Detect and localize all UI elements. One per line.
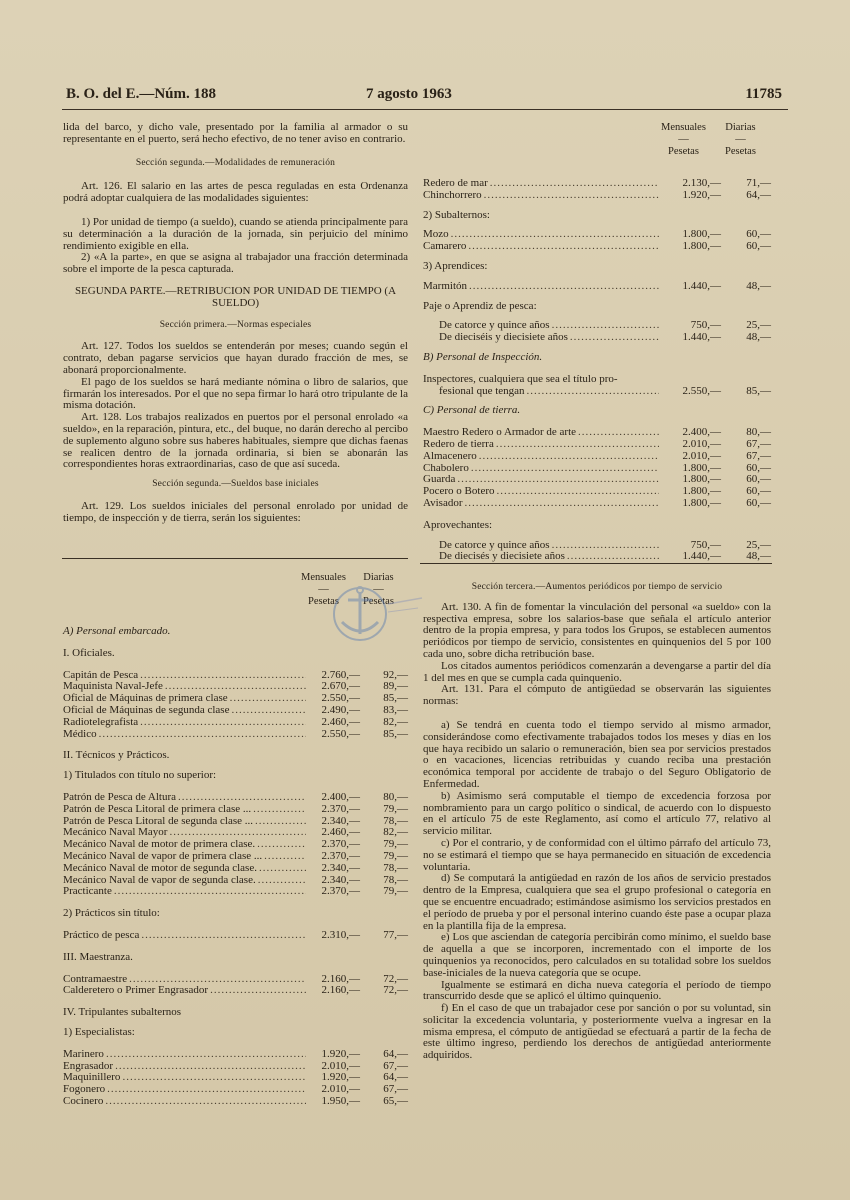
right-salary-table bbox=[423, 122, 771, 563]
position-name: De dieciséis y diecisiete años bbox=[439, 331, 568, 344]
monthly-salary: 2.460,— bbox=[321, 826, 360, 839]
paragraph: Art. 131. Para el cómputo de antigüedad se observarán las siguientes normas: bbox=[423, 683, 771, 708]
subgroup-heading: Paje o Aprendiz de pesca: bbox=[423, 299, 537, 312]
header-rule bbox=[62, 109, 788, 110]
monthly-salary: 2.010,— bbox=[682, 449, 721, 462]
salary-row bbox=[63, 804, 408, 816]
position-name: De catorce y quince años bbox=[439, 538, 550, 551]
position-name: Maquinista Naval-Jefe bbox=[63, 680, 163, 693]
daily-salary: 79,— bbox=[383, 885, 408, 898]
paragraph: Art. 129. Los sueldos iniciales del personal enrolado por unidad de tiempo, de inspección y de tierra, serán los siguientes: bbox=[63, 499, 408, 524]
paragraph: a) Se tendrá en cuenta todo el tiempo servido al mismo armador, considerándose como efectivamente trabajados todos los meses y días en los que haya recibido un salario o remuneración, bien sea por servicios prestados o en vacaciones, licencias retribuidas y cuando reciba una prestación económica temporal por accidente de trabajo o del Seguro Obligatorio de Enfermedad. bbox=[423, 718, 771, 790]
position-name: Contramaestre bbox=[63, 972, 128, 985]
section-title: Sección segunda.—Modalidades de remuneración bbox=[135, 157, 336, 168]
paragraph: 2) «A la parte», en que se asigna al trabajador una fracción determinada sobre el importe de la pesca capturada. bbox=[63, 251, 408, 276]
monthly-salary: 2.370,— bbox=[321, 838, 360, 851]
leader-dots bbox=[496, 439, 659, 451]
leader-dots bbox=[107, 1084, 306, 1096]
salary-row bbox=[63, 705, 408, 717]
monthly-salary: 2.460,— bbox=[321, 715, 360, 728]
position-name: Mecánico Naval de vapor de segunda clase. bbox=[63, 873, 256, 886]
col-diarias: Diarias — Pesetas bbox=[363, 572, 394, 607]
subgroup-heading: II. Técnicos y Prácticos. bbox=[63, 749, 170, 762]
salary-row bbox=[423, 451, 771, 463]
position-name: Patrón de Pesca Litoral de segunda clase ... bbox=[63, 814, 253, 827]
table-column-header bbox=[423, 122, 771, 162]
paragraph: Art. 128. Los trabajos realizados en puertos por el personal enrolado «a sueldo», en la reparación, pintura, etc., del buque, no darán derecho al percibo de suplemento alguno sobre sus haberes habituales, siempre que dichas faenas se realicen dentro de la jornada ordinaria, si bien se abonarán las correspondientes horas extraordinarias, caso de que así suceda. bbox=[63, 411, 408, 471]
daily-salary: 67,— bbox=[746, 437, 771, 450]
monthly-salary: 2.010,— bbox=[682, 437, 721, 450]
especialistas-list bbox=[63, 1049, 408, 1108]
subalternos-list bbox=[423, 229, 771, 253]
daily-salary: 80,— bbox=[746, 426, 771, 439]
position-name: De catorce y quince años bbox=[439, 319, 550, 332]
subgroup-heading: 1) Titulados con título no superior: bbox=[63, 769, 217, 782]
daily-salary: 85,— bbox=[383, 727, 408, 740]
subgroup-heading: I. Oficiales. bbox=[63, 646, 115, 659]
monthly-salary: 2.340,— bbox=[321, 814, 360, 827]
position-name: Mecánico Naval de motor de primera clase. bbox=[63, 838, 256, 851]
leader-dots bbox=[258, 875, 306, 887]
daily-salary: 60,— bbox=[746, 485, 771, 498]
monthly-salary: 2.400,— bbox=[682, 426, 721, 439]
leader-dots bbox=[578, 427, 659, 439]
salary-row bbox=[63, 930, 408, 942]
monthly-salary: 750,— bbox=[690, 319, 721, 332]
subgroup-heading: 2) Prácticos sin título: bbox=[63, 907, 160, 920]
daily-salary: 67,— bbox=[383, 1083, 408, 1096]
group-heading: B) Personal de Inspección. bbox=[423, 350, 543, 363]
page-number: 11785 bbox=[745, 86, 782, 102]
daily-salary: 79,— bbox=[383, 849, 408, 862]
daily-salary: 48,— bbox=[746, 331, 771, 344]
titulados-list bbox=[63, 792, 408, 898]
left-top-text bbox=[63, 122, 408, 525]
daily-salary: 80,— bbox=[383, 790, 408, 803]
col-diarias: Diarias — Pesetas bbox=[725, 122, 756, 157]
leader-dots bbox=[253, 804, 306, 816]
monthly-salary: 1.440,— bbox=[682, 550, 721, 563]
section-title: Sección primera.—Normas especiales bbox=[159, 319, 312, 330]
daily-salary: 78,— bbox=[383, 814, 408, 827]
daily-salary: 79,— bbox=[383, 802, 408, 815]
subgroup-heading: 2) Subalternos: bbox=[423, 208, 490, 221]
group-heading: C) Personal de tierra. bbox=[423, 404, 521, 417]
paragraph: Art. 130. A fin de fomentar la vinculación del personal «a sueldo» con la respectiva empresa, sobre los salarios-base que señala el artículo anterior dentro de la propia empresa, y para todos los Grupos, se establecen aumentos periódicos por tiempo de servicio, consistentes en quinquenios del 5 por 100 cada uno, sobre dicha retribución base. bbox=[423, 600, 771, 660]
paragraph: b) Asimismo será computable el tiempo de excedencia forzosa por nombramiento para un cargo político o sindical, de acuerdo con lo dispuesto en el artículo 75 de este Reglamento, así como el artículo 77, relativo al servicio militar. bbox=[423, 789, 771, 838]
paragraph: Art. 127. Todos los sueldos se entenderán por meses; cuando según el contrato, deban pagarse servicios que hayan durado fracción de mes, se abonará proporcionalmente. bbox=[63, 340, 408, 376]
leader-dots bbox=[105, 1096, 306, 1108]
leader-dots bbox=[451, 229, 659, 241]
publication-date: 7 agosto 1963 bbox=[366, 86, 452, 102]
inspectores-line: Inspectores, cualquiera que sea el título pro- bbox=[423, 372, 618, 385]
monthly-salary: 1.800,— bbox=[682, 485, 721, 498]
practicos-list bbox=[63, 930, 408, 942]
daily-salary: 79,— bbox=[383, 838, 408, 851]
right-bottom-text bbox=[423, 582, 771, 1062]
journal-issue: B. O. del E.—Núm. 188 bbox=[66, 86, 217, 102]
daily-salary: 60,— bbox=[746, 473, 771, 486]
divider bbox=[420, 563, 772, 564]
position-name: Camarero bbox=[423, 240, 467, 253]
leader-dots bbox=[210, 985, 306, 997]
position-name: Cocinero bbox=[63, 1094, 104, 1107]
monthly-salary: 2.160,— bbox=[321, 984, 360, 997]
monthly-salary: 2.310,— bbox=[321, 928, 360, 941]
position-name: Médico bbox=[63, 727, 97, 740]
subgroup-heading: III. Maestranza. bbox=[63, 950, 133, 963]
monthly-salary: 1.800,— bbox=[682, 228, 721, 241]
daily-salary: 60,— bbox=[746, 228, 771, 241]
section-title: Sección tercera.—Aumentos periódicos por tiempo de servicio bbox=[471, 582, 723, 592]
daily-salary: 48,— bbox=[746, 279, 771, 292]
monthly-salary: 2.400,— bbox=[321, 790, 360, 803]
daily-salary: 89,— bbox=[383, 680, 408, 693]
page-header bbox=[66, 86, 782, 108]
position-name: Fogonero bbox=[63, 1083, 106, 1096]
daily-salary: 25,— bbox=[746, 538, 771, 551]
monthly-salary: 1.800,— bbox=[682, 240, 721, 253]
daily-salary: 78,— bbox=[383, 861, 408, 874]
daily-salary: 67,— bbox=[746, 449, 771, 462]
monthly-salary: 2.760,— bbox=[321, 668, 360, 681]
salary-row bbox=[63, 863, 408, 875]
daily-salary: 64,— bbox=[746, 188, 771, 201]
salary-row bbox=[423, 439, 771, 451]
salary-row bbox=[439, 332, 771, 344]
position-name: Chabolero bbox=[423, 461, 469, 474]
monthly-salary: 2.370,— bbox=[321, 885, 360, 898]
leader-dots bbox=[469, 281, 659, 293]
position-name: Mecánico Naval Mayor bbox=[63, 826, 168, 839]
daily-salary: 71,— bbox=[746, 177, 771, 189]
maestranza-list bbox=[63, 974, 408, 998]
position-name: Almacenero bbox=[423, 449, 477, 462]
salary-row bbox=[63, 851, 408, 863]
oficiales-list bbox=[63, 670, 408, 741]
daily-salary: 60,— bbox=[746, 240, 771, 253]
leader-dots bbox=[259, 863, 306, 875]
monthly-salary: 2.550,— bbox=[321, 727, 360, 740]
daily-salary: 60,— bbox=[746, 461, 771, 474]
leader-dots bbox=[178, 792, 306, 804]
daily-salary: 77,— bbox=[383, 928, 408, 941]
position-name: Redero de tierra bbox=[423, 437, 494, 450]
monthly-salary: 2.340,— bbox=[321, 873, 360, 886]
salary-row bbox=[63, 717, 408, 729]
leader-dots bbox=[471, 463, 659, 475]
daily-salary: 64,— bbox=[383, 1047, 408, 1060]
paragraph: El pago de los sueldos se hará mediante nómina o libro de salarios, que firmarán los interesados. Por el que no sepa firmar lo hará otro tripulante de la misma dotación. bbox=[63, 375, 408, 412]
position-name: Guarda bbox=[423, 473, 456, 486]
daily-salary: 85,— bbox=[746, 384, 771, 397]
monthly-salary: 750,— bbox=[690, 538, 721, 551]
position-name: Maquinillero bbox=[63, 1071, 121, 1084]
position-name: Mecánico Naval de motor de segunda clase. bbox=[63, 861, 257, 874]
daily-salary: 78,— bbox=[383, 873, 408, 886]
monthly-salary: 2.160,— bbox=[321, 972, 360, 985]
paragraph: e) Los que asciendan de categoría percibirán como mínimo, el sueldo base de aquella a que se incorporen, incrementado con el importe de los quinquenios ya reconocidos, pero calculados en su totalidad sobre los sueldos base-iniciales de la nueva categoría que se ocupe. bbox=[423, 931, 771, 979]
subgroup-heading: 3) Aprendices: bbox=[423, 259, 488, 272]
position-name: Radiotelegrafista bbox=[63, 715, 139, 728]
monthly-salary: 2.550,— bbox=[682, 384, 721, 397]
aprovechantes-list bbox=[423, 540, 771, 564]
salary-row bbox=[63, 985, 408, 997]
subgroup-heading: IV. Tripulantes subalternos bbox=[63, 1006, 182, 1019]
salary-row bbox=[423, 190, 771, 202]
paragraph: Los citados aumentos periódicos comenzarán a devengarse a partir del día 1 del mes en que se cumpla cada quinquenio. bbox=[423, 659, 771, 684]
leader-dots bbox=[552, 540, 659, 552]
leader-dots bbox=[465, 498, 659, 510]
monthly-salary: 2.130,— bbox=[682, 177, 721, 189]
leader-dots bbox=[106, 1049, 306, 1061]
leader-dots bbox=[490, 178, 659, 190]
monthly-salary: 2.340,— bbox=[321, 861, 360, 874]
monthly-salary: 2.490,— bbox=[321, 703, 360, 716]
position-name: Capitán de Pesca bbox=[63, 668, 139, 681]
paje-list bbox=[423, 320, 771, 344]
leader-dots bbox=[140, 717, 306, 729]
paragraph: d) Se computará la antigüedad en razón de los años de servicio prestados dentro de la Empresa, cualquiera que sea el grupo profesional o categoría en que se encuentre encuadrado; estimándose asimismo los servicios prestados en el período de prueba y por el personal interino cuando éste pase a ocupar plaza en la plantilla fija de la empresa. bbox=[423, 872, 771, 932]
monthly-salary: 1.440,— bbox=[682, 279, 721, 292]
daily-salary: 64,— bbox=[383, 1071, 408, 1084]
salary-row bbox=[423, 281, 771, 293]
leader-dots bbox=[99, 729, 306, 741]
monthly-salary: 2.010,— bbox=[321, 1083, 360, 1096]
monthly-salary: 2.550,— bbox=[321, 692, 360, 705]
daily-salary: 82,— bbox=[383, 826, 408, 839]
leader-dots bbox=[567, 551, 659, 563]
monthly-salary: 1.920,— bbox=[682, 188, 721, 201]
leader-dots bbox=[255, 816, 306, 828]
monthly-salary: 2.370,— bbox=[321, 849, 360, 862]
leader-dots bbox=[468, 241, 659, 253]
monthly-salary: 2.670,— bbox=[321, 680, 360, 693]
section-title: Sección segunda.—Sueldos base iniciales bbox=[152, 479, 319, 490]
position-name: Pocero o Botero bbox=[423, 485, 495, 498]
position-name: Oficial de Máquinas de primera clase bbox=[63, 692, 228, 705]
salary-row bbox=[63, 1096, 408, 1108]
daily-salary: 72,— bbox=[383, 984, 408, 997]
leader-dots bbox=[115, 1061, 306, 1073]
monthly-salary: 1.800,— bbox=[682, 473, 721, 486]
daily-salary: 67,— bbox=[383, 1059, 408, 1072]
leader-dots bbox=[570, 332, 659, 344]
tierra-list bbox=[423, 427, 771, 510]
leader-dots bbox=[141, 930, 306, 942]
daily-salary: 48,— bbox=[746, 550, 771, 563]
salary-row bbox=[63, 1049, 408, 1061]
monthly-salary: 1.920,— bbox=[321, 1071, 360, 1084]
col-mensuales: Mensuales — Pesetas bbox=[661, 122, 706, 157]
position-name: Calderetero o Primer Engrasador bbox=[63, 984, 209, 997]
daily-salary: 72,— bbox=[383, 972, 408, 985]
daily-salary: 85,— bbox=[383, 692, 408, 705]
divider bbox=[62, 558, 408, 559]
salary-row bbox=[423, 241, 771, 253]
position-name: Patrón de Pesca Litoral de primera clase ... bbox=[63, 802, 252, 815]
position-name: De diecisés y diecisiete años bbox=[439, 550, 565, 563]
monthly-salary: 1.950,— bbox=[321, 1094, 360, 1107]
leader-dots bbox=[257, 839, 306, 851]
monthly-salary: 1.920,— bbox=[321, 1047, 360, 1060]
daily-salary: 60,— bbox=[746, 496, 771, 509]
subgroup-heading: Aprovechantes: bbox=[423, 518, 493, 531]
col-mensuales: Mensuales — Pesetas bbox=[301, 572, 346, 607]
monthly-salary: 2.370,— bbox=[321, 802, 360, 815]
position-name: Práctico de pesca bbox=[63, 928, 140, 941]
leader-dots bbox=[479, 451, 659, 463]
position-name: Mecánico Naval de vapor de primera clase ... bbox=[63, 849, 263, 862]
leader-dots bbox=[122, 1072, 306, 1084]
daily-salary: 25,— bbox=[746, 319, 771, 332]
position-name: Oficial de Máquinas de segunda clase bbox=[63, 703, 230, 716]
paragraph: 1) Por unidad de tiempo (a sueldo), cuando se atienda principalmente para su determinación a la duración de la jornada, sin perjuicio del mínimo rendimiento exigible en ella. bbox=[63, 215, 408, 252]
salary-row bbox=[63, 886, 408, 898]
position-name: Avisador bbox=[423, 496, 463, 509]
salary-row bbox=[63, 729, 408, 741]
paragraph: Igualmente se estimará en dicha nueva categoría el período de tiempo transcurrido desde que se aplicó el último quinquenio. bbox=[423, 978, 771, 1003]
leader-dots bbox=[231, 705, 306, 717]
redero-list bbox=[423, 178, 771, 202]
leader-dots bbox=[114, 886, 306, 898]
position-name: Patrón de Pesca de Altura bbox=[63, 790, 177, 803]
position-name: Marinero bbox=[63, 1047, 104, 1060]
salary-row bbox=[423, 498, 771, 510]
position-name: fesional que tengan bbox=[439, 384, 525, 397]
daily-salary: 65,— bbox=[383, 1094, 408, 1107]
leader-dots bbox=[527, 386, 659, 398]
salary-row bbox=[439, 551, 771, 563]
monthly-salary: 2.010,— bbox=[321, 1059, 360, 1072]
position-name: Maestro Redero o Armador de arte bbox=[423, 426, 577, 439]
daily-salary: 83,— bbox=[383, 703, 408, 716]
leader-dots bbox=[484, 190, 659, 202]
paragraph: Art. 126. El salario en las artes de pesca reguladas en esta Ordenanza podrá adoptar cualquiera de las modalidades siguientes: bbox=[63, 180, 408, 205]
salary-row bbox=[63, 792, 408, 804]
subgroup-heading: 1) Especialistas: bbox=[63, 1025, 135, 1038]
position-name: Mozo bbox=[423, 228, 449, 241]
paragraph: c) Por el contrario, y de conformidad con el último párrafo del artículo 73, no se estimará el tiempo que se haya permanecido en situación de excedencia voluntaria. bbox=[423, 836, 771, 873]
paragraph: f) En el caso de que un trabajador cese por sanción o por su voluntad, sin solicitar la excedencia voluntaria, y posteriormente vuelva a ingresar en la misma empresa, el cómputo de antigüedad se efectuará a partir de la fecha de este último ingreso, perdiendo los derechos de antigüedad anteriormente adquiridos. bbox=[423, 1002, 771, 1062]
salary-row bbox=[439, 386, 771, 398]
anchor-stamp-icon bbox=[328, 578, 424, 646]
group-heading: A) Personal embarcado. bbox=[63, 625, 171, 637]
position-name: Engrasador bbox=[63, 1059, 114, 1072]
position-name: Practicante bbox=[63, 885, 112, 898]
position-name: Redero de mar bbox=[423, 177, 488, 189]
leader-dots bbox=[496, 486, 659, 498]
position-name: Chinchorrero bbox=[423, 188, 482, 201]
part-title: SEGUNDA PARTE.—RETRIBUCION POR UNIDAD DE TIEMPO (A SUELDO) bbox=[74, 284, 397, 309]
paragraph: lida del barco, y dicho vale, presentado por la familia al armador o su representante en el puerto, será hecho efectivo, de no tener aviso en contrario. bbox=[63, 121, 408, 145]
monthly-salary: 1.440,— bbox=[682, 331, 721, 344]
inspectores-list bbox=[423, 386, 771, 398]
daily-salary: 82,— bbox=[383, 715, 408, 728]
monthly-salary: 1.800,— bbox=[682, 496, 721, 509]
left-salary-table bbox=[63, 572, 408, 1108]
leader-dots bbox=[140, 670, 306, 682]
position-name: Marmitón bbox=[423, 279, 467, 292]
monthly-salary: 1.800,— bbox=[682, 461, 721, 474]
leader-dots bbox=[264, 851, 306, 863]
aprendices-list bbox=[423, 281, 771, 293]
daily-salary: 92,— bbox=[383, 668, 408, 681]
leader-dots bbox=[230, 693, 306, 705]
